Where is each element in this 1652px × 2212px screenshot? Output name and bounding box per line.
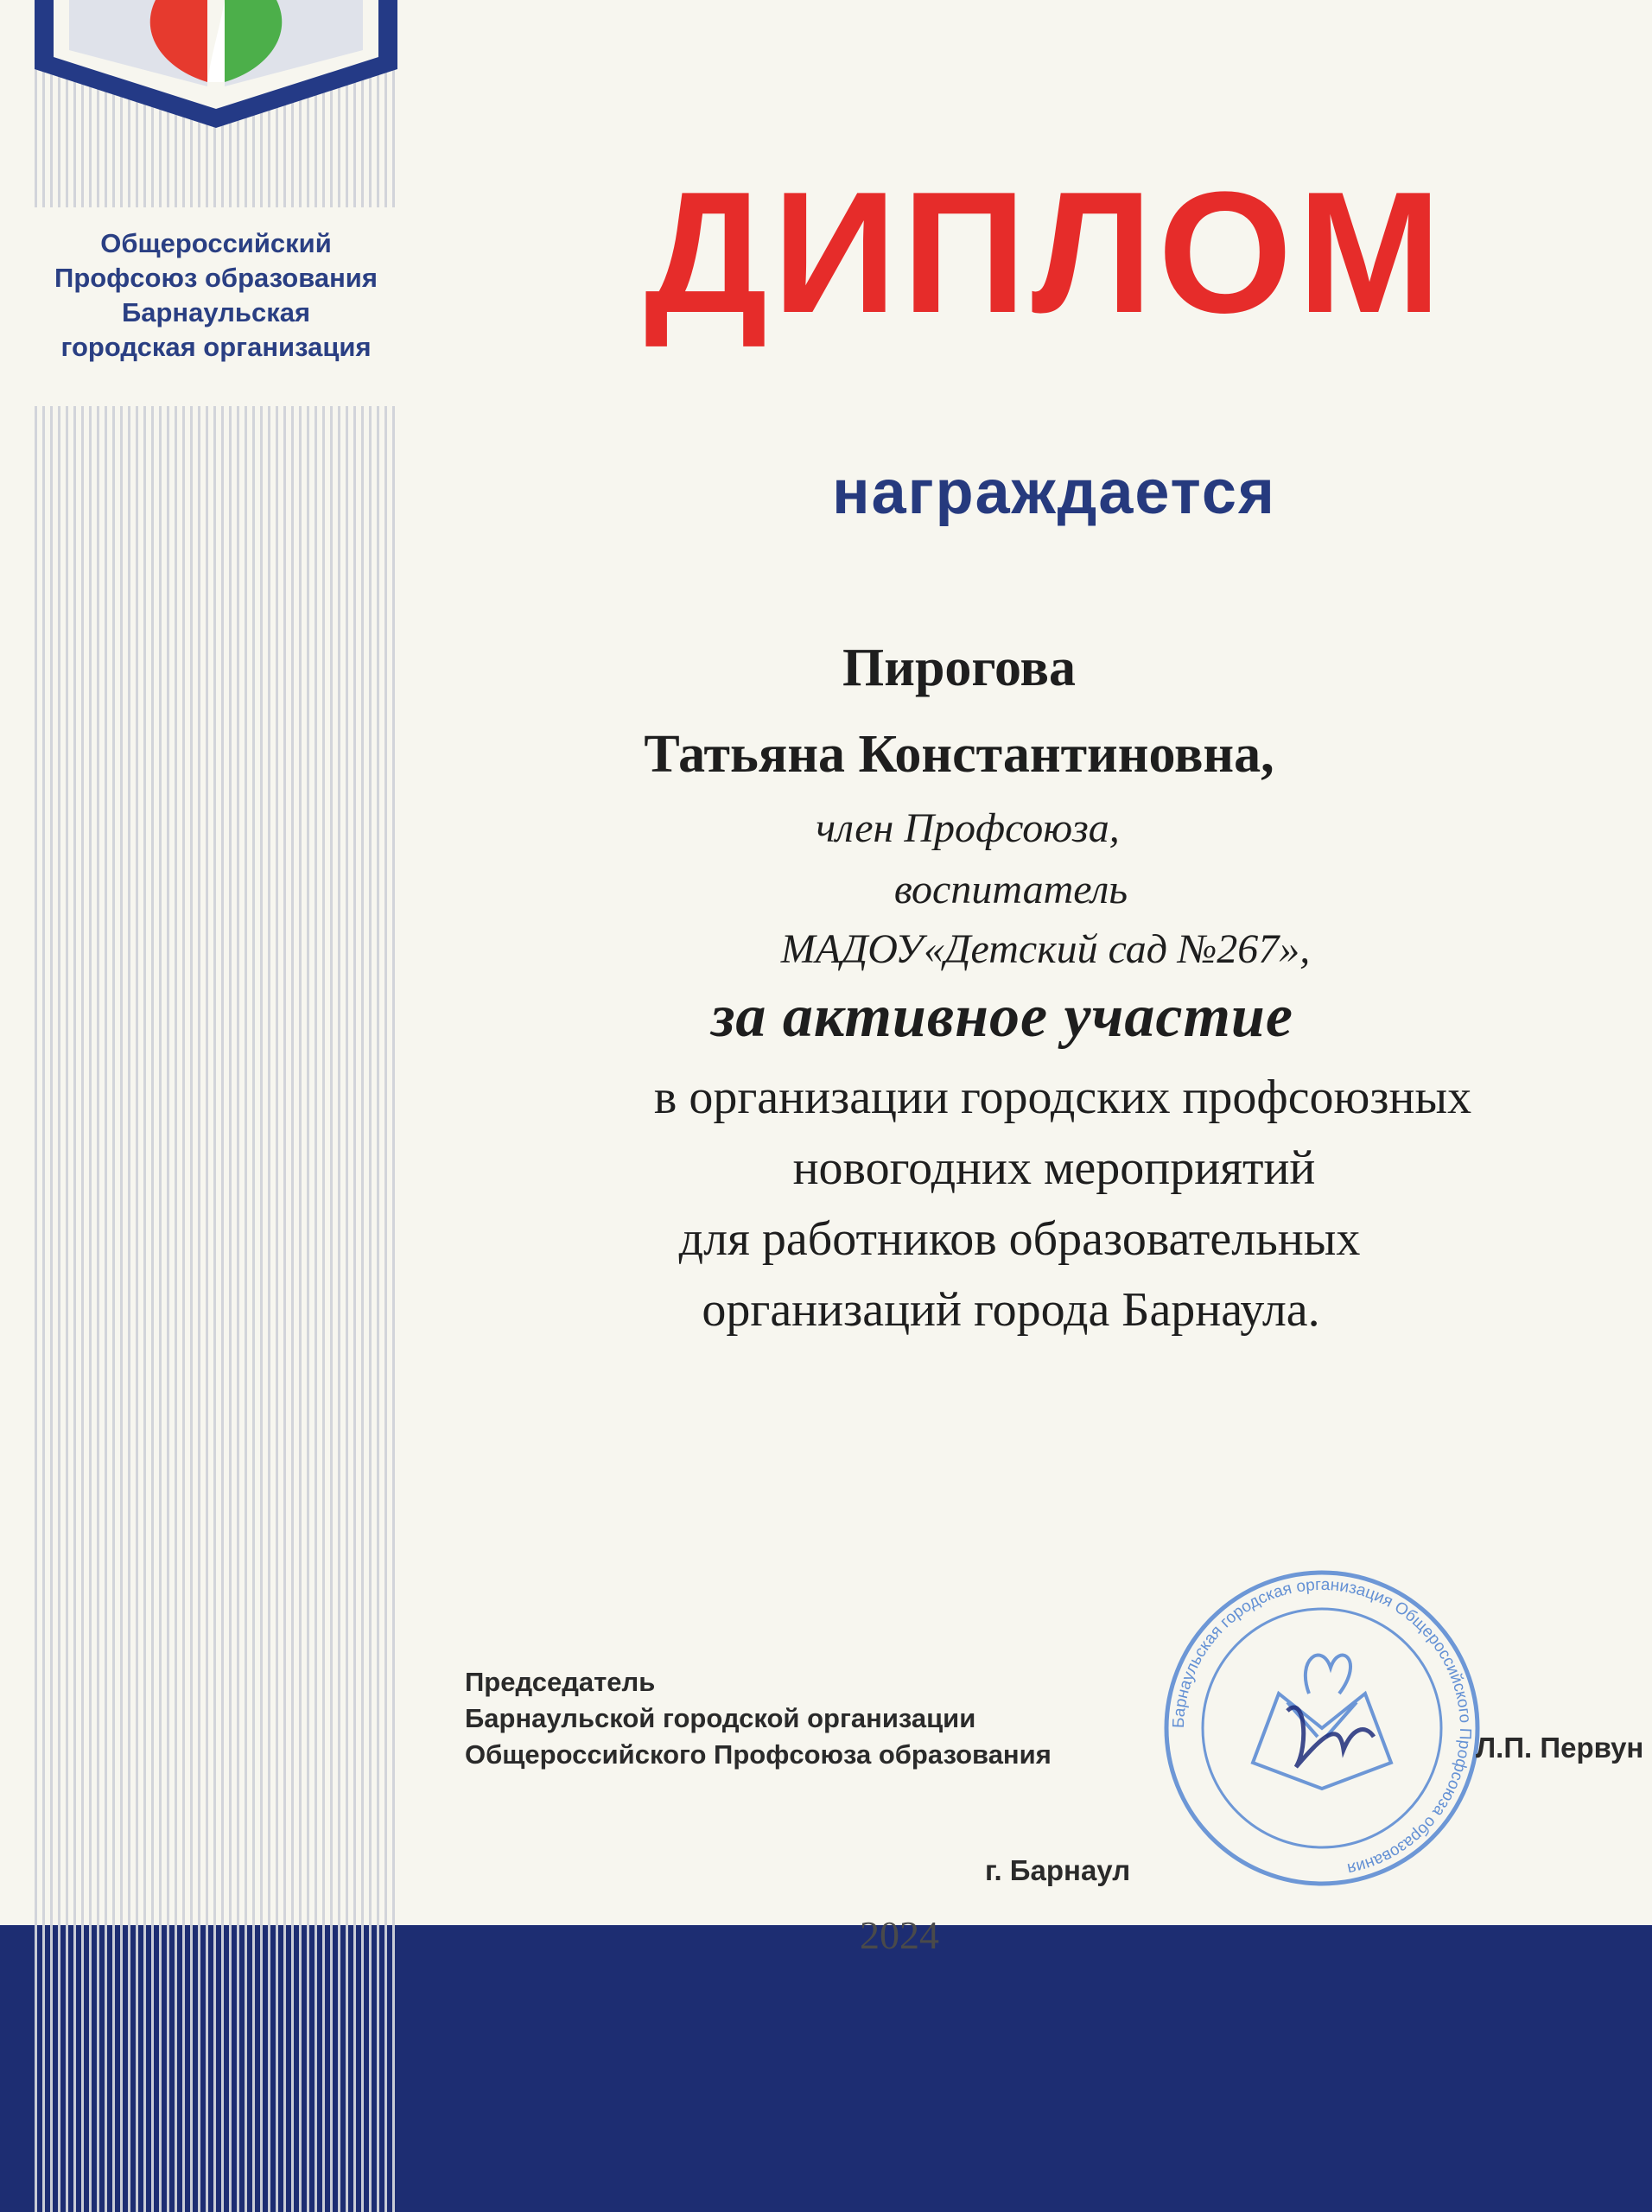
stamp-text: Барнаульская городская организация Общероссийского Профсоюза образования (1169, 1575, 1475, 1878)
year-label: 2024 (860, 1913, 939, 1957)
footer-stripes (35, 1925, 397, 2212)
recipient-role-line: воспитатель (893, 867, 1128, 912)
signatory-name: Л.П. Первун (1476, 1732, 1644, 1764)
merit-heading: за активное участие (711, 983, 1293, 1050)
awarded-label: награждается (832, 458, 1276, 527)
diploma-title: ДИПЛОМ (644, 156, 1447, 349)
signatory-title-line: Барнаульской городской организации (465, 1703, 976, 1733)
recipient-surname: Пирогова (842, 639, 1076, 697)
organization-line: Профсоюз образования (54, 263, 378, 293)
signature-icon (1287, 1707, 1374, 1767)
reason-line: организаций города Барнаула. (702, 1283, 1320, 1337)
signatory-title-line: Общероссийского Профсоюза образования (465, 1739, 1052, 1770)
organization-line: Барнаульская (121, 297, 311, 327)
signatory-title (465, 1664, 1052, 1773)
reason-line: в организации городских профсоюзных (653, 1071, 1472, 1124)
city-label: г. Барнаул (985, 1854, 1131, 1886)
recipient-role-line: МАДОУ«Детский сад №267», (780, 926, 1311, 972)
recipient-given-names: Татьяна Константиновна, (644, 725, 1274, 784)
organization-line: Общероссийский (100, 228, 332, 258)
organization-name (26, 226, 406, 365)
recipient-role-line: член Профсоюза, (816, 805, 1120, 851)
union-logo-icon (35, 0, 397, 130)
signatory-title-line: Председатель (465, 1667, 656, 1697)
reason-line: новогодних мероприятий (792, 1141, 1316, 1195)
reason-line: для работников образовательных (678, 1212, 1361, 1266)
organization-line: городская организация (60, 332, 372, 362)
official-stamp-icon (1158, 1564, 1486, 1892)
